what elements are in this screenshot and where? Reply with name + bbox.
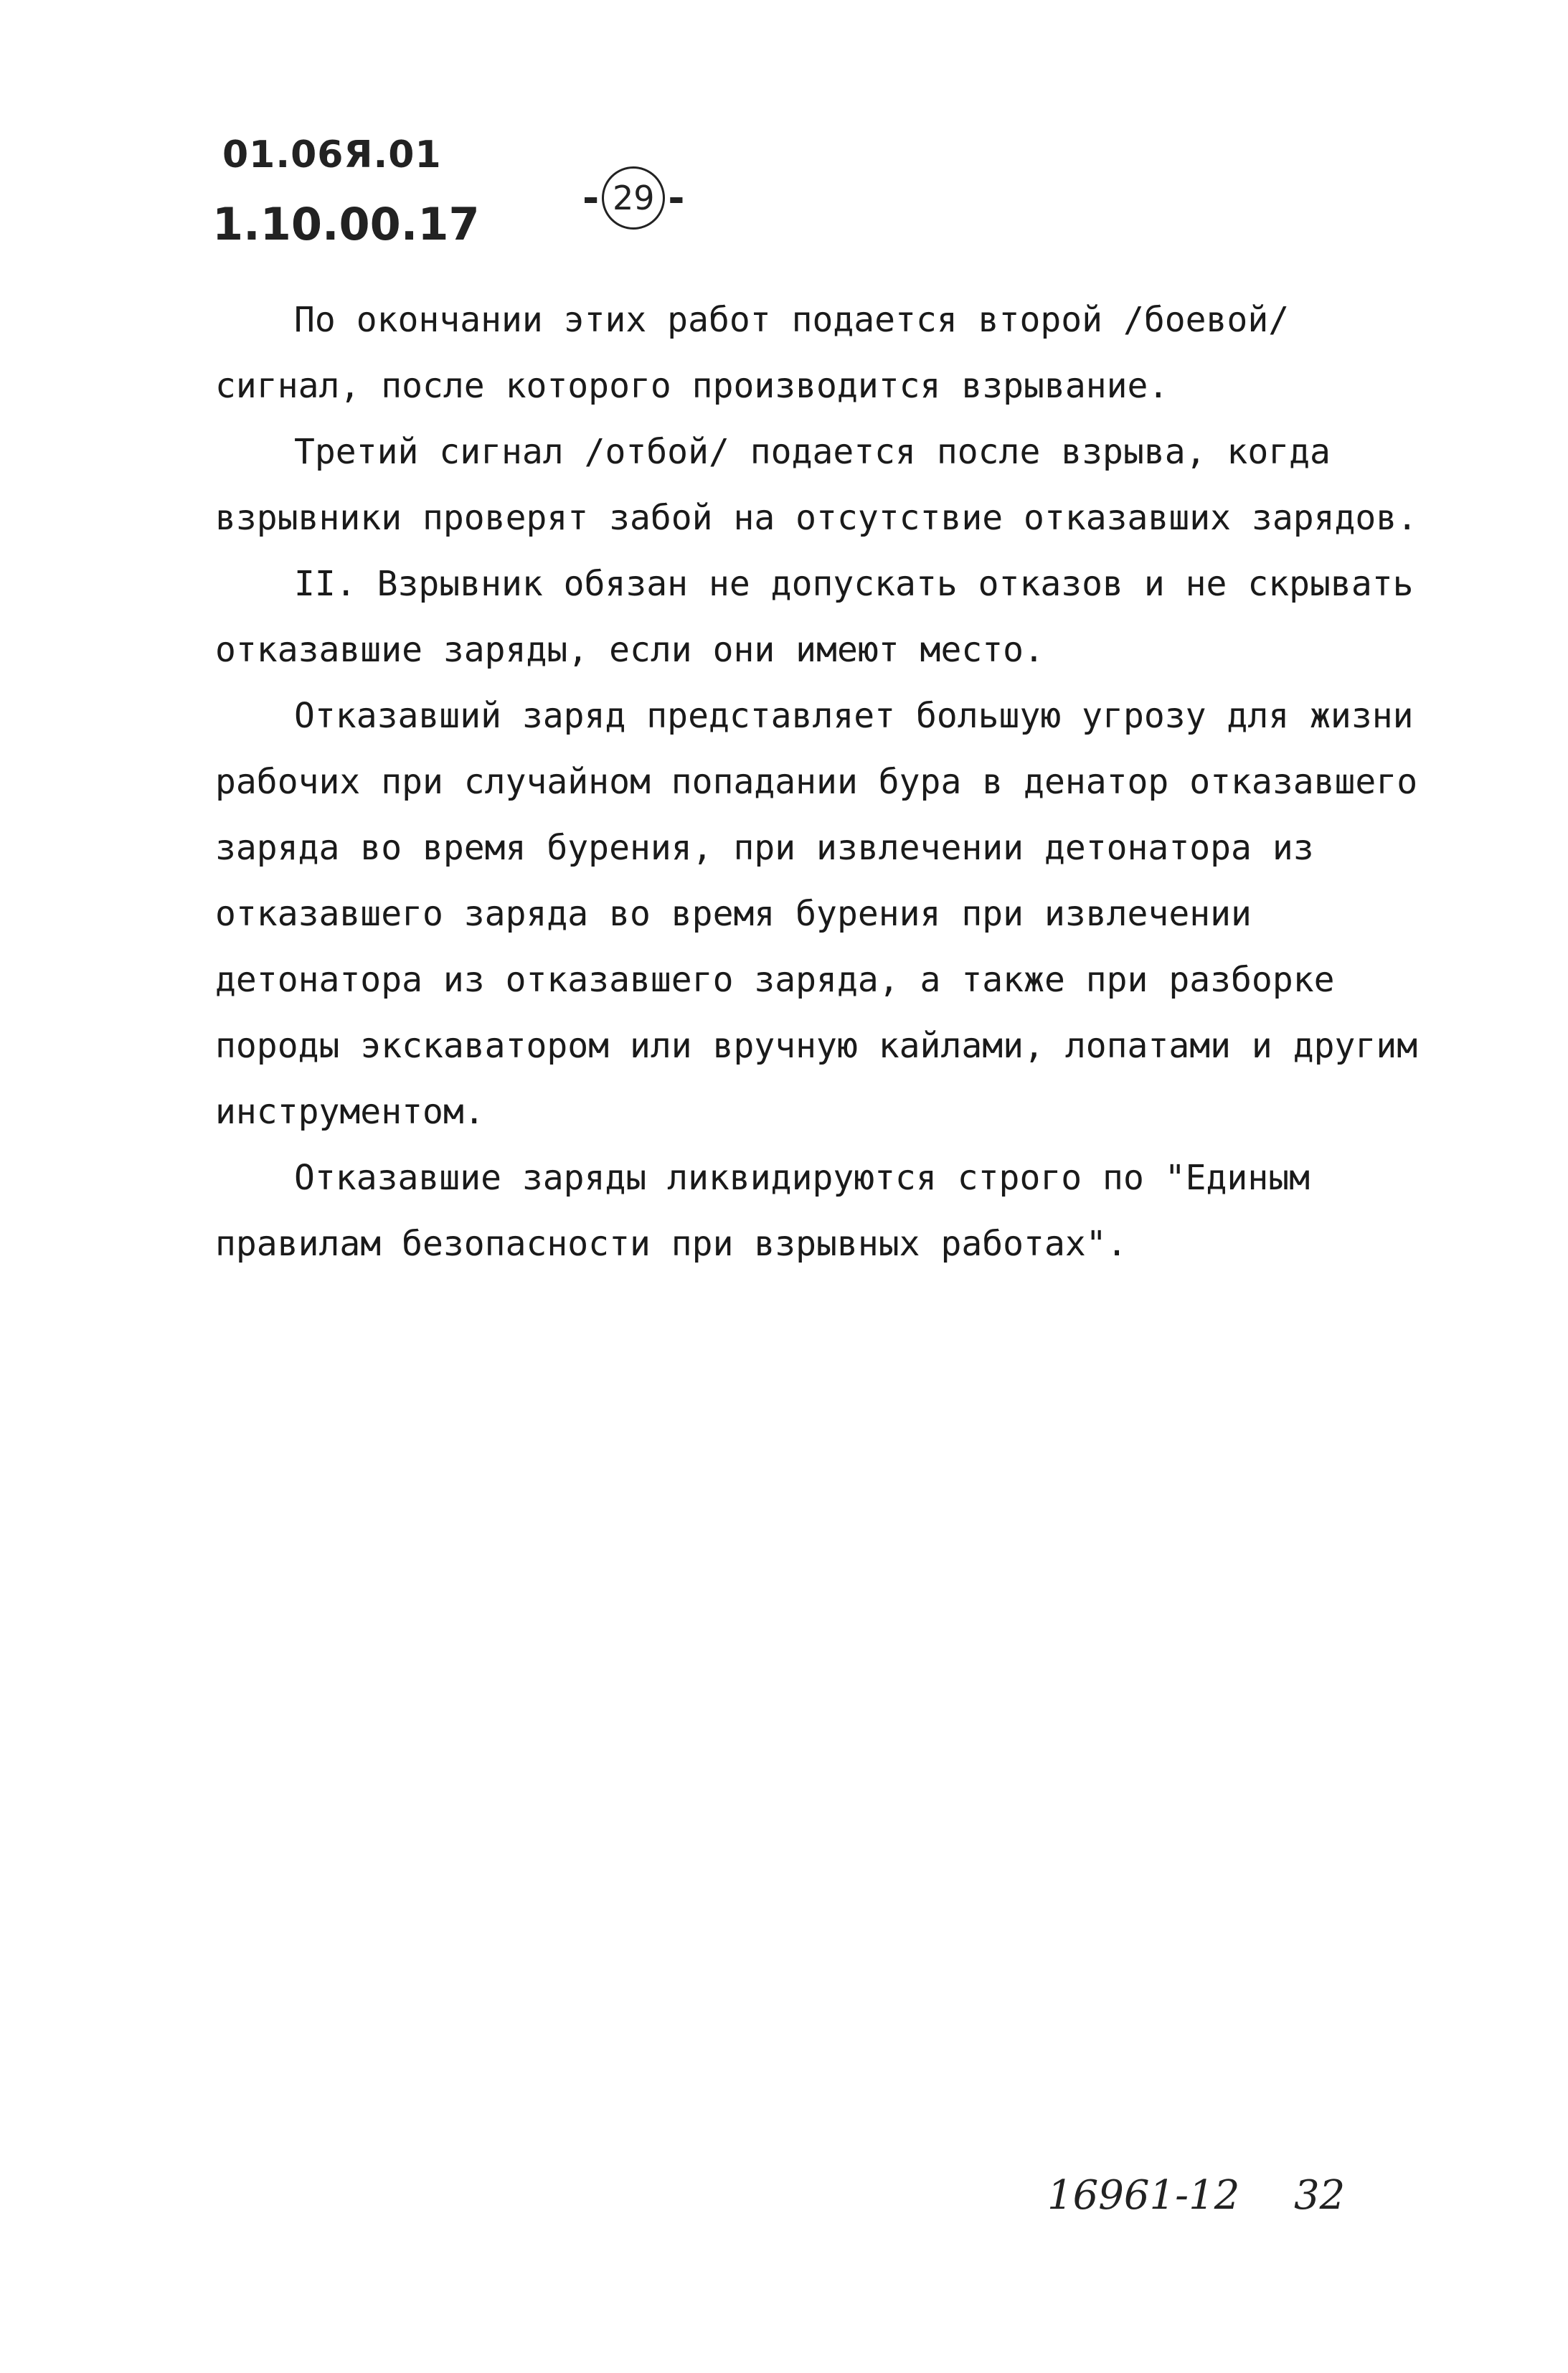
page-number-dash-left: -: [582, 174, 600, 222]
page-number: [582, 166, 685, 230]
page-number-dash-right: -: [668, 174, 685, 222]
paragraph-4: Отказавший заряд представляет большую угрозу для жизни рабочих при случайном попадании бура в денатор отказавшего заряда во время бурения, при извлечении детонатора из отказавшего заряда во время бурения при извлечении детонатора из отказавшего заряда, а также при разборке породы экскаватором или вручную кайлами, лопатами и другим инструментом.: [215, 696, 1418, 1132]
paragraph-3: II. Взрывник обязан не допускать отказов и не скрывать отказавшие заряды, если они имеют место.: [215, 564, 1414, 670]
paragraph-5: Отказавшие заряды ликвидируются строго по "Единым правилам безопасности при взрывных работах".: [215, 1158, 1310, 1264]
paragraph-1: По окончании этих работ подается второй /боевой/ сигнал, после которого производится взрывание.: [215, 300, 1290, 406]
page-number-circle: [602, 166, 665, 230]
paragraph-2: Третий сигнал /отбой/ подается после взрыва, когда взрывники проверят забой на отсутствие отказавших зарядов.: [215, 432, 1418, 538]
page-number-value: 29: [612, 179, 655, 217]
archive-number: 16961-12: [1047, 2172, 1240, 2219]
document-code-line-1: 01.06Я.01: [222, 133, 442, 176]
sheet-number: 32: [1294, 2172, 1346, 2219]
document-body: [215, 287, 1449, 1277]
document-code-line-2: 1.10.00.17: [212, 198, 480, 250]
